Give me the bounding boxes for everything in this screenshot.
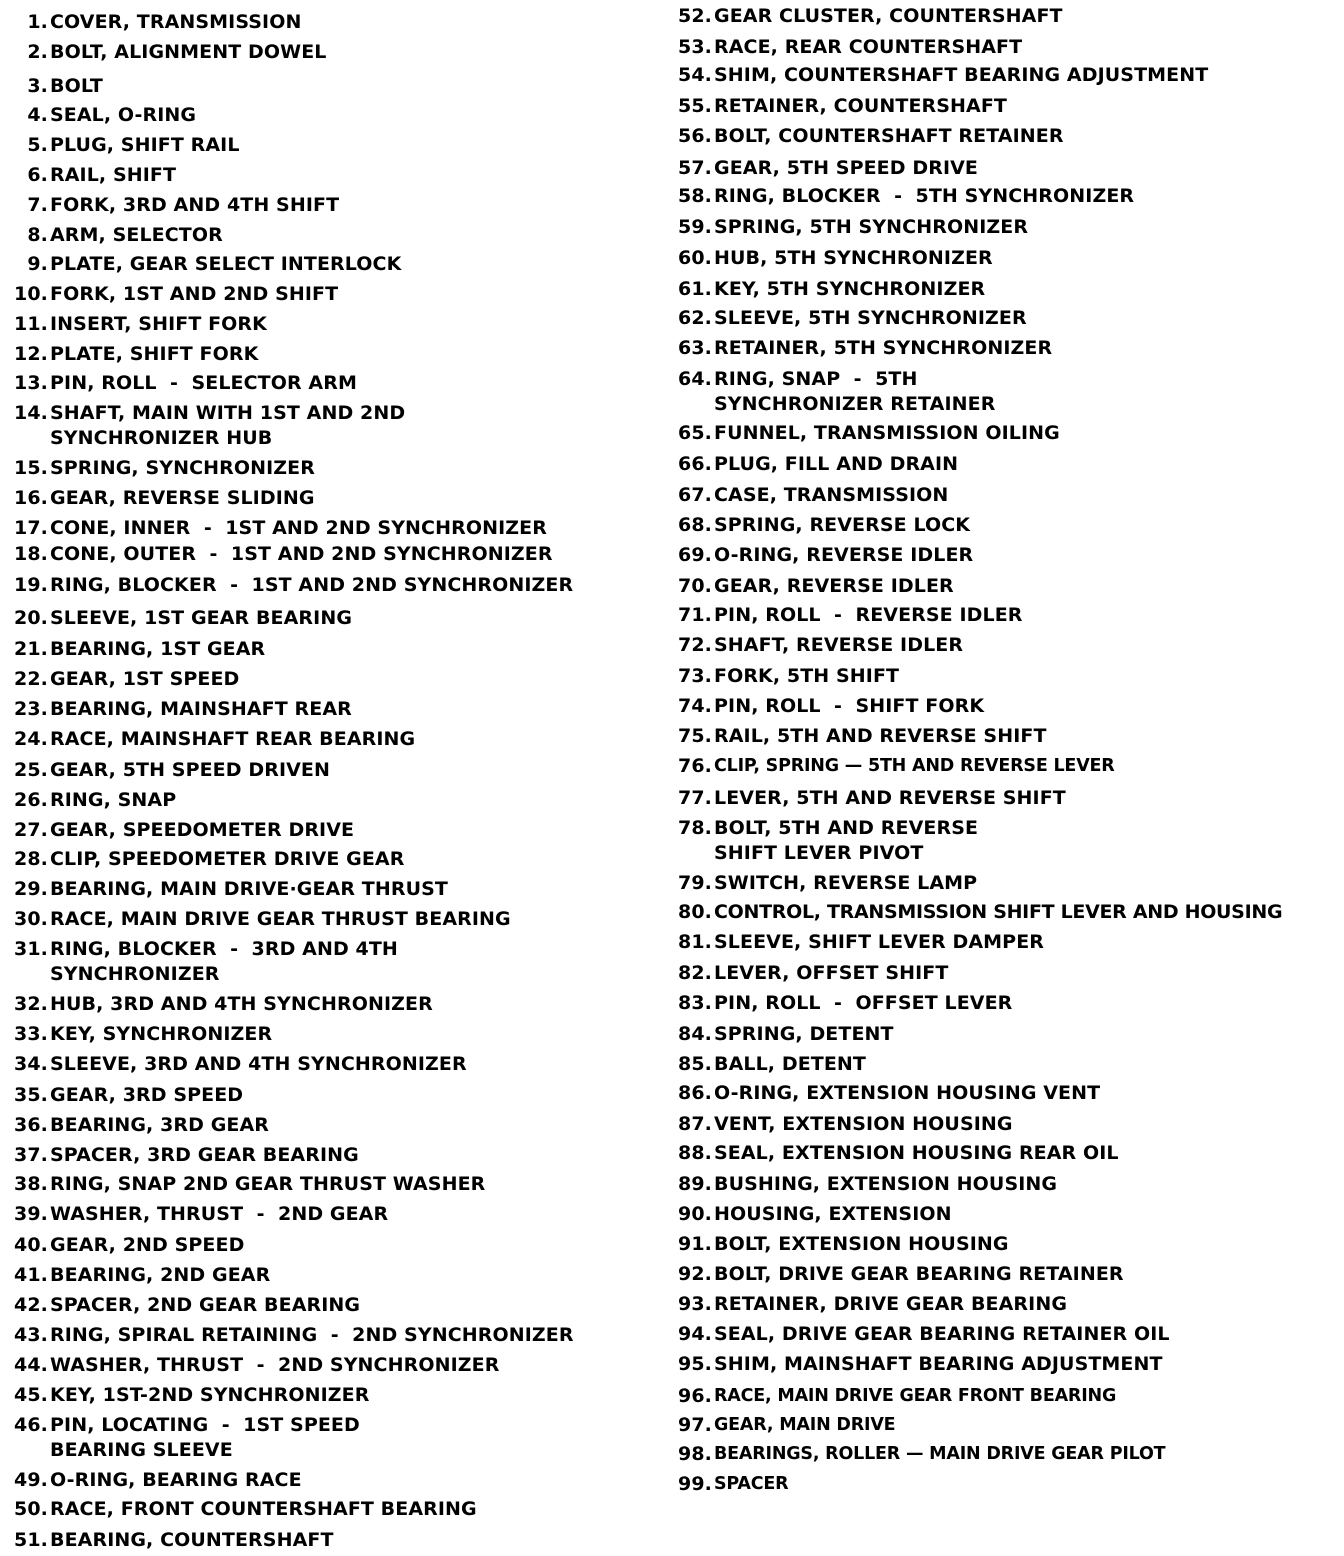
part-number: 16. (14, 487, 48, 509)
part-number: 59. (678, 216, 712, 238)
part-number: 29. (14, 878, 48, 900)
part-number: 5. (27, 134, 48, 156)
part-number: 6. (27, 164, 48, 186)
parts-list-item (662, 184, 1134, 209)
part-description: RING, BLOCKER - 3RD AND 4TH SYNCHRONIZER (50, 938, 398, 985)
part-number: 3. (27, 75, 48, 97)
part-description: SPACER, 2ND GEAR BEARING (50, 1294, 361, 1316)
part-number: 30. (14, 908, 48, 930)
part-description: RACE, MAIN DRIVE GEAR THRUST BEARING (50, 908, 511, 930)
part-description: LEVER, 5TH AND REVERSE SHIFT (714, 787, 1066, 809)
parts-list-item (662, 1292, 1067, 1317)
parts-list-item (0, 252, 401, 277)
part-number: 41. (14, 1264, 48, 1286)
part-description: SHIM, COUNTERSHAFT BEARING ADJUSTMENT (714, 64, 1209, 86)
part-description: SEAL, EXTENSION HOUSING REAR OIL (714, 1142, 1119, 1164)
part-description: RETAINER, 5TH SYNCHRONIZER (714, 337, 1053, 359)
parts-list-item (0, 163, 176, 188)
part-number: 71. (678, 604, 712, 626)
part-number: 38. (14, 1173, 48, 1195)
parts-list-item (662, 1141, 1119, 1166)
part-number: 76. (678, 755, 712, 777)
part-description: GEAR, 1ST SPEED (50, 668, 240, 690)
part-description: SPRING, 5TH SYNCHRONIZER (714, 216, 1029, 238)
part-number: 95. (678, 1353, 712, 1375)
part-number: 91. (678, 1233, 712, 1255)
part-number: 1. (27, 11, 48, 33)
part-description: CASE, TRANSMISSION (714, 484, 949, 506)
part-description: RACE, MAINSHAFT REAR BEARING (50, 728, 416, 750)
part-number: 10. (14, 283, 48, 305)
part-number: 4. (27, 104, 48, 126)
parts-list-item (0, 637, 265, 662)
parts-list-item (662, 633, 963, 658)
parts-list-item (0, 486, 315, 511)
parts-list-item (662, 603, 1023, 628)
part-number: 51. (14, 1529, 48, 1551)
part-description: GEAR, 5TH SPEED DRIVEN (50, 759, 331, 781)
part-description: SPRING, DETENT (714, 1023, 894, 1045)
part-number: 84. (678, 1023, 712, 1045)
part-number: 11. (14, 313, 48, 335)
part-description: BALL, DETENT (714, 1053, 866, 1075)
parts-list-item (662, 1384, 1116, 1409)
part-description: PLUG, SHIFT RAIL (50, 134, 240, 156)
parts-list-item (0, 667, 239, 692)
part-description: BEARING, 1ST GEAR (50, 638, 266, 660)
part-description: FUNNEL, TRANSMISSION OILING (714, 422, 1060, 444)
parts-list-item (0, 282, 338, 307)
part-number: 83. (678, 992, 712, 1014)
part-description: RACE, MAIN DRIVE GEAR FRONT BEARING (714, 1386, 1117, 1406)
part-number: 56. (678, 125, 712, 147)
part-number: 58. (678, 185, 712, 207)
part-number: 18. (14, 543, 48, 565)
part-description: PLUG, FILL AND DRAIN (714, 453, 959, 475)
part-description: BOLT, COUNTERSHAFT RETAINER (714, 125, 1064, 147)
part-description: CONE, OUTER - 1ST AND 2ND SYNCHRONIZER (50, 543, 553, 565)
parts-list-item (0, 516, 547, 541)
parts-list-item (0, 1233, 244, 1258)
part-number: 92. (678, 1263, 712, 1285)
parts-list-item (662, 124, 1064, 149)
part-description: RING, BLOCKER - 5TH SYNCHRONIZER (714, 185, 1135, 207)
part-description: SPACER (714, 1474, 789, 1494)
part-description: ARM, SELECTOR (50, 224, 223, 246)
parts-list-item (662, 4, 1063, 29)
parts-list-item (0, 573, 573, 598)
part-description: GEAR, 3RD SPEED (50, 1084, 244, 1106)
part-number: 17. (14, 517, 48, 539)
parts-list-item (662, 1232, 1009, 1257)
part-number: 77. (678, 787, 712, 809)
part-number: 82. (678, 962, 712, 984)
part-description: KEY, 1ST-2ND SYNCHRONIZER (50, 1384, 370, 1406)
parts-list-item (662, 156, 978, 181)
part-number: 43. (14, 1324, 48, 1346)
part-number: 81. (678, 931, 712, 953)
part-description: SHIM, MAINSHAFT BEARING ADJUSTMENT (714, 1353, 1163, 1375)
parts-list-item (662, 483, 948, 508)
part-description: GEAR, SPEEDOMETER DRIVE (50, 819, 355, 841)
parts-list-item (0, 1113, 269, 1138)
part-number: 60. (678, 247, 712, 269)
part-description: RAIL, SHIFT (50, 164, 177, 186)
part-number: 87. (678, 1113, 712, 1135)
part-description: SPRING, SYNCHRONIZER (50, 457, 315, 479)
part-number: 19. (14, 574, 48, 596)
parts-list-item (662, 336, 1052, 361)
part-description: RING, SNAP 2ND GEAR THRUST WASHER (50, 1173, 486, 1195)
part-number: 57. (678, 157, 712, 179)
parts-list-item (0, 1052, 467, 1077)
parts-list-item (0, 40, 327, 65)
part-description: RACE, FRONT COUNTERSHAFT BEARING (50, 1498, 477, 1520)
part-description: SPRING, REVERSE LOCK (714, 514, 971, 536)
part-number: 14. (14, 402, 48, 424)
part-description: WASHER, THRUST - 2ND SYNCHRONIZER (50, 1354, 500, 1376)
part-number: 90. (678, 1203, 712, 1225)
part-description: SLEEVE, SHIFT LEVER DAMPER (714, 931, 1045, 953)
part-number: 68. (678, 514, 712, 536)
parts-list-item (0, 818, 354, 843)
part-description: WASHER, THRUST - 2ND GEAR (50, 1203, 389, 1225)
part-description: BEARING, 2ND GEAR (50, 1264, 271, 1286)
part-number: 70. (678, 575, 712, 597)
part-description: VENT, EXTENSION HOUSING (714, 1113, 1013, 1135)
parts-list-item (662, 1081, 1100, 1106)
part-number: 33. (14, 1023, 48, 1045)
parts-list-item (0, 992, 433, 1017)
part-description: COVER, TRANSMISSION (50, 11, 302, 33)
parts-list-item (662, 1112, 1013, 1137)
part-number: 62. (678, 307, 712, 329)
parts-list-item (662, 900, 1282, 925)
part-number: 98. (678, 1443, 712, 1465)
part-description: CONTROL, TRANSMISSION SHIFT LEVER AND HOUSING (714, 901, 1283, 923)
part-description: O-RING, EXTENSION HOUSING VENT (714, 1082, 1101, 1104)
part-description: SWITCH, REVERSE LAMP (714, 872, 978, 894)
part-number: 96. (678, 1385, 712, 1407)
parts-list-item (0, 1202, 388, 1227)
part-number: 94. (678, 1323, 712, 1345)
parts-list-item (662, 1052, 866, 1077)
part-number: 25. (14, 759, 48, 781)
part-description: FORK, 1ST AND 2ND SHIFT (50, 283, 339, 305)
parts-list-item (0, 542, 553, 567)
part-description: PIN, LOCATING - 1ST SPEED BEARING SLEEVE (50, 1414, 360, 1461)
part-number: 36. (14, 1114, 48, 1136)
part-number: 61. (678, 278, 712, 300)
part-number: 73. (678, 665, 712, 687)
part-number: 53. (678, 36, 712, 58)
part-number: 65. (678, 422, 712, 444)
parts-list-item (0, 1172, 485, 1197)
part-description: O-RING, BEARING RACE (50, 1469, 302, 1491)
part-description: GEAR, 5TH SPEED DRIVE (714, 157, 978, 179)
part-number: 50. (14, 1498, 48, 1520)
part-description: RAIL, 5TH AND REVERSE SHIFT (714, 725, 1047, 747)
parts-list-item (0, 371, 357, 396)
part-description: SHAFT, MAIN WITH 1ST AND 2ND SYNCHRONIZER HUB (50, 402, 406, 449)
part-description: HOUSING, EXTENSION (714, 1203, 952, 1225)
part-number: 31. (14, 938, 48, 960)
parts-list-item (662, 1262, 1124, 1287)
parts-list-item (0, 1323, 574, 1348)
parts-list-item (662, 930, 1044, 955)
parts-list-item (662, 277, 985, 302)
part-number: 37. (14, 1144, 48, 1166)
part-description: BOLT, DRIVE GEAR BEARING RETAINER (714, 1263, 1124, 1285)
part-number: 24. (14, 728, 48, 750)
part-number: 42. (14, 1294, 48, 1316)
part-description: KEY, SYNCHRONIZER (50, 1023, 273, 1045)
part-number: 8. (27, 224, 48, 246)
parts-list-item (662, 35, 1022, 60)
parts-list-item (0, 312, 267, 337)
part-number: 39. (14, 1203, 48, 1225)
parts-list-item (0, 1413, 360, 1463)
part-description: PLATE, GEAR SELECT INTERLOCK (50, 253, 402, 275)
part-description: HUB, 5TH SYNCHRONIZER (714, 247, 993, 269)
part-description: RING, SPIRAL RETAINING - 2ND SYNCHRONIZER (50, 1324, 574, 1346)
part-description: BEARING, COUNTERSHAFT (50, 1529, 334, 1551)
parts-list-item (662, 543, 973, 568)
part-number: 72. (678, 634, 712, 656)
part-description: SEAL, DRIVE GEAR BEARING RETAINER OIL (714, 1323, 1170, 1345)
part-description: RETAINER, DRIVE GEAR BEARING (714, 1293, 1068, 1315)
part-number: 74. (678, 695, 712, 717)
part-description: BOLT (50, 75, 103, 97)
parts-list-item (662, 1413, 895, 1438)
part-number: 34. (14, 1053, 48, 1075)
part-number: 49. (14, 1469, 48, 1491)
parts-list-item (662, 94, 1007, 119)
part-number: 9. (27, 253, 48, 275)
part-number: 13. (14, 372, 48, 394)
part-number: 75. (678, 725, 712, 747)
part-number: 80. (678, 901, 712, 923)
part-number: 97. (678, 1414, 712, 1436)
parts-list-item (662, 1322, 1170, 1347)
parts-list-item (662, 871, 977, 896)
parts-list-item (0, 456, 315, 481)
part-description: GEAR, REVERSE SLIDING (50, 487, 315, 509)
parts-list-item (662, 421, 1060, 446)
parts-list-item (662, 367, 995, 417)
part-description: BEARINGS, ROLLER — MAIN DRIVE GEAR PILOT (714, 1444, 1166, 1464)
part-description: SLEEVE, 3RD AND 4TH SYNCHRONIZER (50, 1053, 467, 1075)
parts-list-item (0, 697, 352, 722)
part-number: 85. (678, 1053, 712, 1075)
part-number: 40. (14, 1234, 48, 1256)
part-number: 7. (27, 194, 48, 216)
part-description: SLEEVE, 1ST GEAR BEARING (50, 607, 353, 629)
part-description: CLIP, SPRING — 5TH AND REVERSE LEVER (714, 756, 1115, 776)
part-description: BEARING, MAINSHAFT REAR (50, 698, 352, 720)
part-description: RING, BLOCKER - 1ST AND 2ND SYNCHRONIZER (50, 574, 574, 596)
part-number: 23. (14, 698, 48, 720)
parts-list-item (662, 246, 993, 271)
parts-list-item (662, 694, 984, 719)
part-number: 21. (14, 638, 48, 660)
part-description: RETAINER, COUNTERSHAFT (714, 95, 1007, 117)
part-description: INSERT, SHIFT FORK (50, 313, 267, 335)
part-number: 69. (678, 544, 712, 566)
part-description: BOLT, EXTENSION HOUSING (714, 1233, 1009, 1255)
part-description: GEAR, 2ND SPEED (50, 1234, 245, 1256)
part-number: 32. (14, 993, 48, 1015)
part-description: CONE, INNER - 1ST AND 2ND SYNCHRONIZER (50, 517, 547, 539)
part-number: 93. (678, 1293, 712, 1315)
part-number: 22. (14, 668, 48, 690)
part-description: BOLT, ALIGNMENT DOWEL (50, 41, 327, 63)
parts-list-item (0, 727, 415, 752)
part-number: 64. (678, 368, 712, 390)
part-description: SLEEVE, 5TH SYNCHRONIZER (714, 307, 1027, 329)
part-number: 28. (14, 848, 48, 870)
parts-list-item (0, 877, 448, 902)
part-number: 52. (678, 5, 712, 27)
parts-list-item (662, 574, 954, 599)
part-description: CLIP, SPEEDOMETER DRIVE GEAR (50, 848, 405, 870)
parts-list-item (662, 816, 978, 866)
part-description: BOLT, 5TH AND REVERSE SHIFT LEVER PIVOT (714, 817, 979, 864)
part-description: SEAL, O-RING (50, 104, 197, 126)
part-number: 2. (27, 41, 48, 63)
parts-list-item (662, 664, 899, 689)
parts-list-item (662, 1442, 1165, 1467)
part-description: PIN, ROLL - REVERSE IDLER (714, 604, 1023, 626)
part-description: PLATE, SHIFT FORK (50, 343, 259, 365)
part-description: O-RING, REVERSE IDLER (714, 544, 974, 566)
parts-list-item (0, 1293, 360, 1318)
part-number: 20. (14, 607, 48, 629)
part-number: 55. (678, 95, 712, 117)
parts-list-item (662, 786, 1066, 811)
part-number: 54. (678, 64, 712, 86)
part-number: 79. (678, 872, 712, 894)
parts-list-item (662, 1022, 894, 1047)
parts-list-item (0, 606, 352, 631)
part-description: SPACER, 3RD GEAR BEARING (50, 1144, 359, 1166)
parts-list-item (0, 907, 511, 932)
parts-list-item (662, 452, 958, 477)
part-description: RACE, REAR COUNTERSHAFT (714, 36, 1023, 58)
part-number: 88. (678, 1142, 712, 1164)
parts-list-item (0, 758, 330, 783)
part-description: FORK, 3RD AND 4TH SHIFT (50, 194, 340, 216)
part-number: 15. (14, 457, 48, 479)
part-number: 67. (678, 484, 712, 506)
parts-list-item (0, 401, 405, 451)
parts-list-item (0, 1497, 477, 1522)
part-description: PIN, ROLL - SHIFT FORK (714, 695, 985, 717)
parts-list-item (662, 754, 1115, 779)
part-number: 78. (678, 817, 712, 839)
part-description: GEAR, REVERSE IDLER (714, 575, 954, 597)
parts-list-item (0, 1528, 334, 1553)
part-number: 86. (678, 1082, 712, 1104)
part-number: 99. (678, 1473, 712, 1495)
parts-list-item (0, 1083, 243, 1108)
part-number: 63. (678, 337, 712, 359)
parts-list-item (0, 1022, 272, 1047)
part-number: 44. (14, 1354, 48, 1376)
part-description: FORK, 5TH SHIFT (714, 665, 900, 687)
parts-list-item (0, 788, 176, 813)
parts-list-item (662, 1472, 788, 1497)
parts-list-item (0, 1143, 359, 1168)
parts-list-item (0, 74, 103, 99)
part-description: PIN, ROLL - SELECTOR ARM (50, 372, 357, 394)
part-number: 27. (14, 819, 48, 841)
parts-list-item (662, 1202, 952, 1227)
parts-list-item (0, 193, 339, 218)
parts-list-item (662, 513, 970, 538)
part-number: 45. (14, 1384, 48, 1406)
parts-list-item (0, 847, 404, 872)
parts-list-item (0, 1383, 369, 1408)
parts-list-item (0, 1353, 499, 1378)
part-number: 35. (14, 1084, 48, 1106)
parts-list-item (662, 1352, 1163, 1377)
part-number: 26. (14, 789, 48, 811)
parts-list-item (0, 103, 196, 128)
part-description: GEAR, MAIN DRIVE (714, 1415, 896, 1435)
parts-list-item (662, 1172, 1057, 1197)
parts-list-item (662, 724, 1047, 749)
parts-list-item (0, 1468, 302, 1493)
parts-list-item (662, 215, 1028, 240)
parts-list-item (662, 961, 948, 986)
part-description: RING, SNAP - 5TH SYNCHRONIZER RETAINER (714, 368, 996, 415)
part-description: LEVER, OFFSET SHIFT (714, 962, 949, 984)
part-description: RING, SNAP (50, 789, 177, 811)
part-number: 89. (678, 1173, 712, 1195)
part-number: 46. (14, 1414, 48, 1436)
parts-list-item (0, 223, 223, 248)
part-description: KEY, 5TH SYNCHRONIZER (714, 278, 986, 300)
parts-list-item (662, 63, 1208, 88)
parts-list-item (662, 991, 1012, 1016)
part-description: SHAFT, REVERSE IDLER (714, 634, 964, 656)
parts-list-item (0, 10, 301, 35)
part-number: 12. (14, 343, 48, 365)
parts-list-item (0, 133, 240, 158)
part-description: BEARING, 3RD GEAR (50, 1114, 270, 1136)
parts-list-item (0, 342, 258, 367)
part-description: GEAR CLUSTER, COUNTERSHAFT (714, 5, 1063, 27)
part-description: BUSHING, EXTENSION HOUSING (714, 1173, 1058, 1195)
part-description: HUB, 3RD AND 4TH SYNCHRONIZER (50, 993, 433, 1015)
parts-list-item (0, 1263, 270, 1288)
parts-list-item (0, 937, 398, 987)
part-description: BEARING, MAIN DRIVE·GEAR THRUST (50, 878, 448, 900)
part-description: PIN, ROLL - OFFSET LEVER (714, 992, 1013, 1014)
parts-list-item (662, 306, 1027, 331)
part-number: 66. (678, 453, 712, 475)
